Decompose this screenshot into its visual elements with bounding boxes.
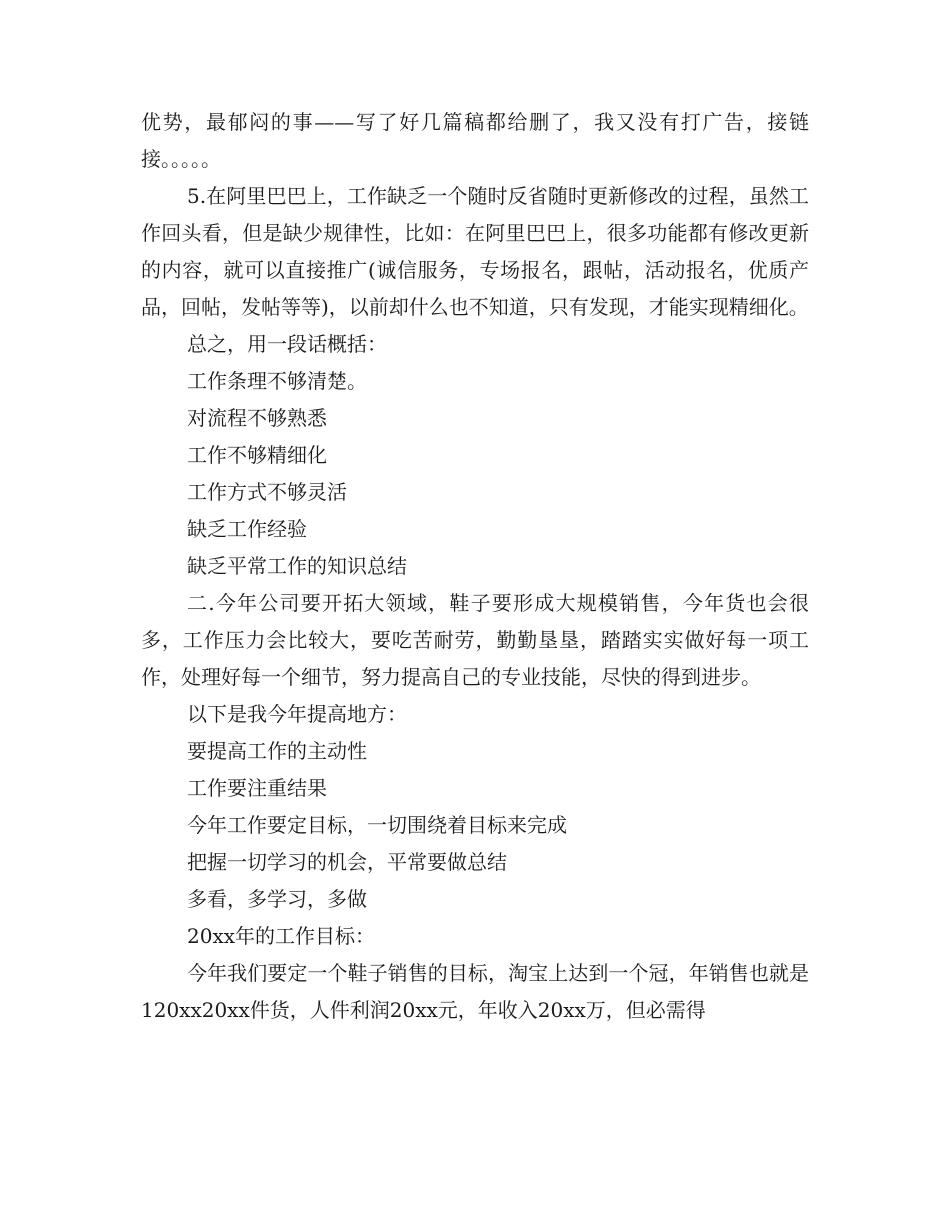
paragraph-8: 缺乏工作经验 [187,517,307,541]
paragraph-17: 20xx年的工作目标： [187,924,376,948]
paragraph-1: 优势，最郁闷的事——写了好几篇稿都给删了，我又没有打广告，接链接。。。。。 [141,110,809,171]
paragraph-14: 今年工作要定目标，一切围绕着目标来完成 [187,813,567,837]
paragraph-12: 要提高工作的主动性 [187,739,367,763]
paragraph-7: 工作方式不够灵活 [187,480,347,504]
paragraph-9: 缺乏平常工作的知识总结 [187,554,407,578]
paragraph-15: 把握一切学习的机会，平常要做总结 [187,850,507,874]
paragraph-3: 总之，用一段话概括： [187,332,387,356]
paragraph-10: 二.今年公司要开拓大领域，鞋子要形成大规模销售，今年货也会很多，工作压力会比较大，要吃苦耐劳，勤勤垦垦，踏踏实实做好每一项工作，处理好每一个细节，努力提高自己的专业技能，尽快的得到进步。 [141,591,809,689]
document-body [141,104,809,1029]
paragraph-16: 多看，多学习，多做 [187,887,367,911]
paragraph-13: 工作要注重结果 [187,776,327,800]
paragraph-5: 对流程不够熟悉 [187,406,327,430]
paragraph-2: 5.在阿里巴巴上，工作缺乏一个随时反省随时更新修改的过程，虽然工作回头看，但是缺少规律性，比如：在阿里巴巴上，很多功能都有修改更新的内容，就可以直接推广(诚信服务，专场报名，跟帖，活动报名，优质产品，回帖，发帖等等)，以前却什么也不知道，只有发现，才能实现精细化。 [141,184,809,319]
paragraph-11: 以下是我今年提高地方： [187,702,407,726]
paragraph-6: 工作不够精细化 [187,443,327,467]
paragraph-18: 今年我们要定一个鞋子销售的目标，淘宝上达到一个冠，年销售也就是120xx20xx件货，人件利润20xx元，年收入20xx万，但必需得 [141,961,809,1022]
paragraph-4: 工作条理不够清楚。 [187,369,367,393]
